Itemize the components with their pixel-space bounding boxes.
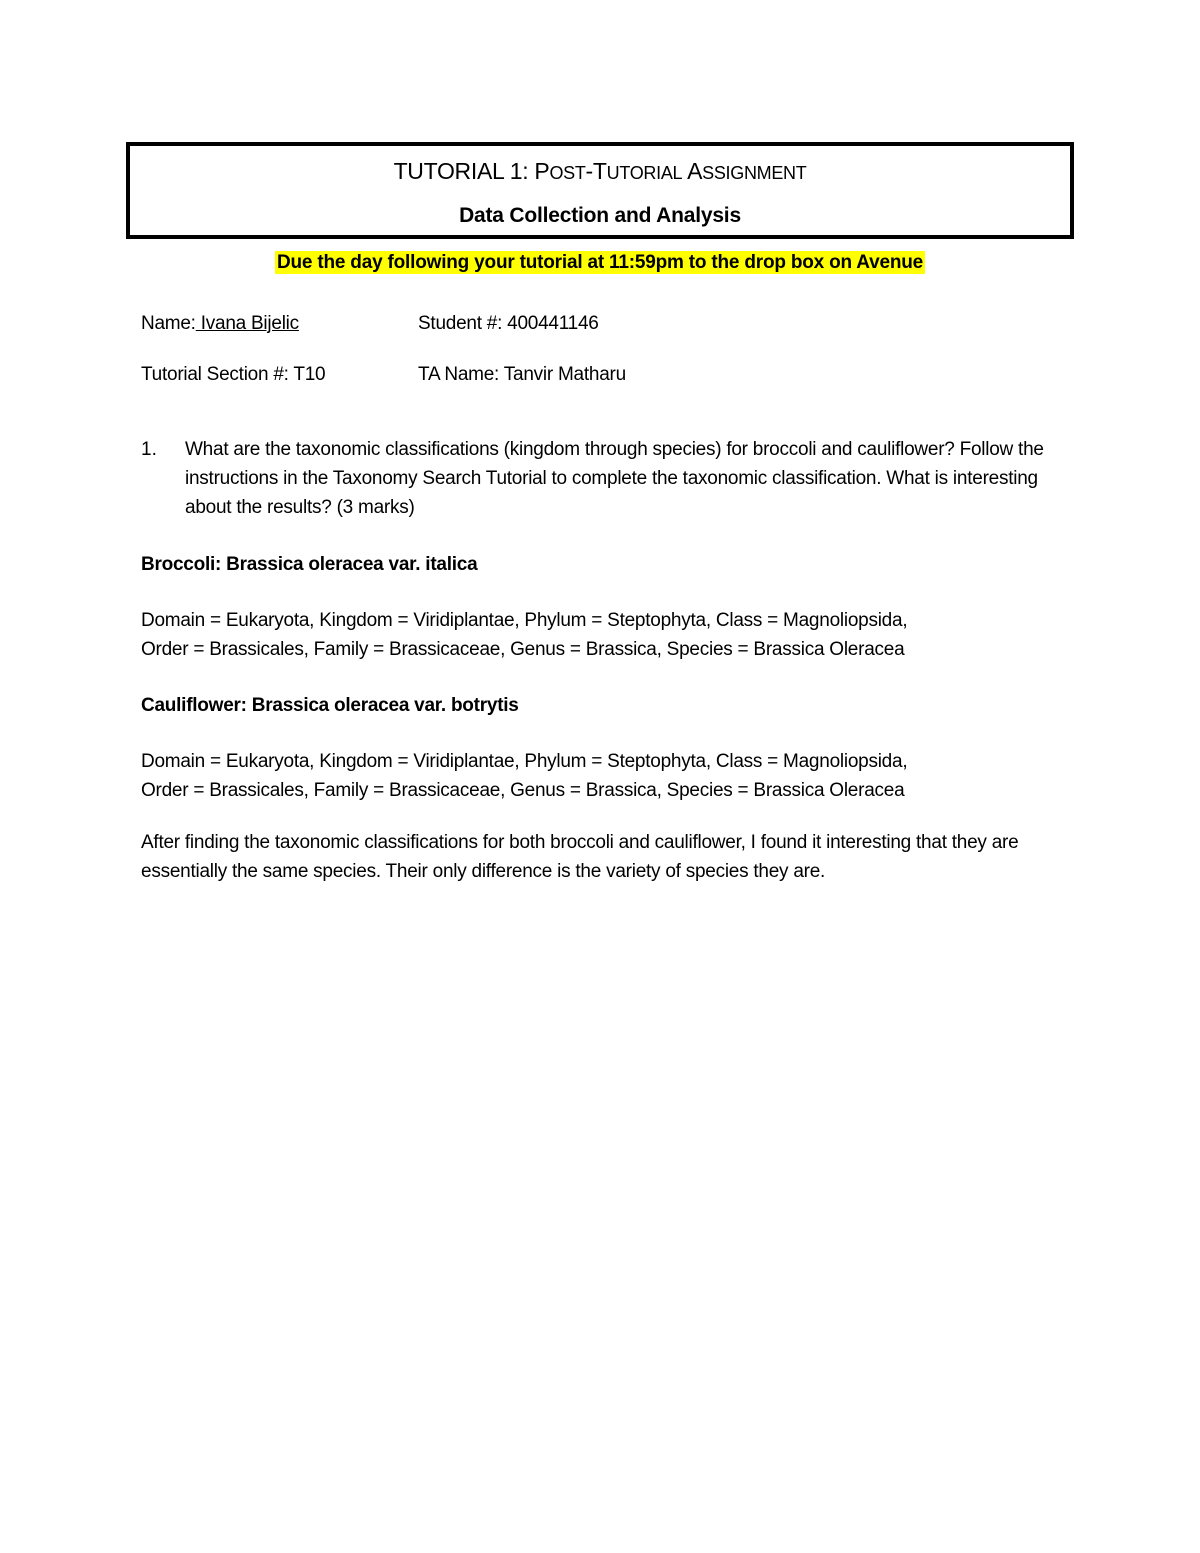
title-part: UTORIAL [606, 163, 683, 183]
document-title [130, 158, 1070, 185]
ta-name-label: TA Name: [418, 364, 500, 385]
conclusion-paragraph: After finding the taxonomic classifications for both broccoli and cauliflower, I found it interesting that they are essentially the same species. Their only difference is the variety of species they are. [141, 832, 1019, 882]
title-box [126, 142, 1074, 239]
name-value: Ivana Bijelic [195, 313, 299, 334]
title-part: TUTORIAL 1: P [393, 158, 550, 184]
title-part: SSIGNMENT [702, 163, 807, 183]
name-label: Name: [141, 313, 196, 334]
tutorial-section-field [141, 360, 325, 389]
student-number-field [418, 309, 599, 338]
due-notice [0, 252, 1200, 274]
title-part: OST [549, 163, 586, 183]
due-notice-text: Due the day following your tutorial at 11:59pm to the drop box on Avenue [276, 252, 924, 273]
tutorial-section-value: T10 [288, 364, 326, 385]
cauliflower-heading: Cauliflower: Brassica oleracea var. botrytis [141, 695, 519, 716]
document-subtitle: Data Collection and Analysis [459, 204, 741, 227]
student-number-label: Student #: [418, 313, 503, 334]
student-number-value: 400441146 [502, 313, 599, 334]
cauliflower-classification-line: Domain = Eukaryota, Kingdom = Viridiplantae, Phylum = Steptophyta, Class = Magnoliopsida, [141, 751, 908, 772]
question-text: What are the taxonomic classifications (kingdom through species) for broccoli and cauliflower? Follow the instructions in the Taxonomy Search Tutorial to complete the taxonomic classification. What is interesting about the results? (3 marks) [185, 439, 1044, 518]
broccoli-classification-line: Order = Brassicales, Family = Brassicaceae, Genus = Brassica, Species = Brassica Oleracea [141, 639, 905, 660]
broccoli-heading: Broccoli: Brassica oleracea var. italica [141, 554, 478, 575]
title-part: A [682, 158, 703, 184]
cauliflower-classification-line: Order = Brassicales, Family = Brassicaceae, Genus = Brassica, Species = Brassica Oleracea [141, 780, 905, 801]
name-field [141, 309, 299, 338]
tutorial-section-label: Tutorial Section #: [141, 364, 289, 385]
ta-name-field [418, 360, 626, 389]
title-part: -T [585, 158, 607, 184]
ta-name-value: Tanvir Matharu [499, 364, 626, 385]
question-number: 1. [141, 439, 157, 460]
broccoli-classification-line: Domain = Eukaryota, Kingdom = Viridiplantae, Phylum = Steptophyta, Class = Magnoliopsida, [141, 610, 908, 631]
